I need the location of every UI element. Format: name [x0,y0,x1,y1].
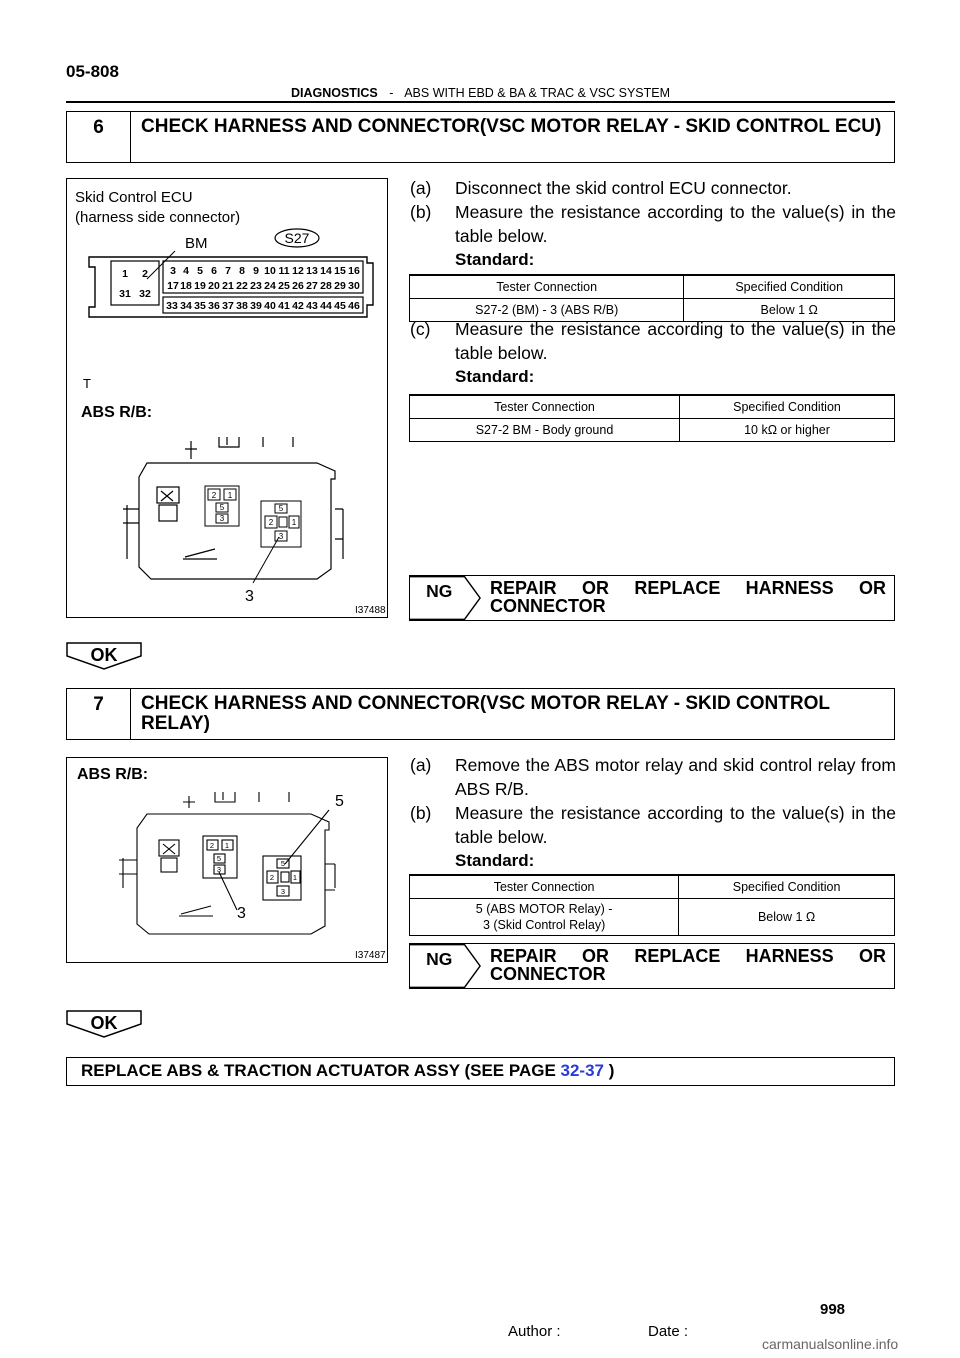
ng-arrow-icon [410,944,482,988]
pin-3: 3 [170,265,176,277]
table-cell-line: 5 (ABS MOTOR Relay) - [475,902,613,916]
table-cell-line: 3 (Skid Control Relay) [482,918,606,932]
ok-label: OK [90,1013,118,1033]
ok-badge-7 [66,1010,142,1038]
pin-19: 19 [194,280,206,292]
relay-b-pin-5: 5 [278,504,284,513]
table-header: Tester Connection [410,395,680,419]
instruction-c [410,317,896,365]
relay-b-pin-5: 5 [280,859,286,868]
ng-result-box-7 [409,943,895,989]
spec-table-3 [409,874,895,936]
step-7-number: 7 [67,689,131,739]
step-6-number: 6 [67,112,131,162]
relay-a-pin-1: 1 [224,841,230,850]
pin-32: 32 [139,288,151,300]
instruction-a-text: Disconnect the skid control ECU connector. [455,178,792,198]
instruction-a-text: Remove the ABS motor relay and skid control relay from ABS R/B. [455,755,896,799]
relay-b-pin-3: 3 [280,887,286,896]
table-row [410,419,895,442]
spec-table-1 [409,274,895,322]
table-cell: Below 1 Ω [679,899,895,936]
ecu-label: Skid Control ECU [75,189,193,206]
callout-3: 3 [245,588,254,605]
table-header-row [410,875,895,899]
relay-a-pin-5: 5 [219,503,225,512]
step-6-instructions [410,176,896,272]
pin-40: 40 [264,300,276,312]
header-rule [66,101,895,103]
pin-28: 28 [320,280,332,292]
pin-20: 20 [208,280,220,292]
pin-1: 1 [122,268,128,280]
final-action-close: ) [604,1061,615,1080]
relay-a-pin-5: 5 [216,854,222,863]
t-label: T [83,376,91,391]
pin-2: 2 [142,268,148,280]
instruction-b-text: Measure the resistance according to the value(s) in the table below. [455,202,896,246]
step-6-instructions-c [410,317,896,389]
relay-b-pin-3: 3 [278,532,284,541]
table-header: Specified Condition [679,875,895,899]
pin-25: 25 [278,280,290,292]
standard-label: Standard: [455,851,535,870]
step-6-header [66,111,895,163]
standard-label-2: Standard: [455,367,535,386]
step-7-header [66,688,895,740]
ng-arrow-icon [410,576,482,620]
pin-22: 22 [236,280,248,292]
s27-label: S27 [284,230,310,246]
pin-7: 7 [225,265,231,277]
pin-45: 45 [334,300,346,312]
pin-41: 41 [278,300,290,312]
table-header: Specified Condition [680,395,895,419]
figure-code: I37487 [355,950,386,961]
step-7-figure [66,757,388,963]
relay-box-diagram [67,758,386,961]
pin-23: 23 [250,280,262,292]
instruction-b [410,200,896,248]
relay-b-pin-2: 2 [269,873,275,882]
table-header-row [410,395,895,419]
pin-10: 10 [264,265,276,277]
instruction-b-text: Measure the resistance according to the value(s) in the table below. [455,803,896,847]
relay-a-pin-3: 3 [219,514,225,523]
table-row [410,899,895,936]
pin-17: 17 [167,280,179,292]
ng-action-line1: REPAIR OR REPLACE HARNESS OR [490,946,886,966]
pin-31: 31 [119,288,131,300]
table-cell: Below 1 Ω [684,299,895,322]
pin-30: 30 [348,280,360,292]
ng-action-line2: CONNECTOR [490,964,606,984]
pin-42: 42 [292,300,304,312]
pin-4: 4 [183,265,189,277]
ecu-and-relay-box-diagram [67,179,386,616]
pin-37: 37 [222,300,234,312]
ok-label: OK [90,645,118,665]
ok-badge-6 [66,642,142,670]
watermark: carmanualsonline.info [762,1336,899,1352]
pin-34: 34 [180,300,192,312]
step-6-title: CHECK HARNESS AND CONNECTOR(VSC MOTOR RELAY - SKID CONTROL ECU) [141,116,882,137]
callout-5: 5 [335,793,344,810]
pin-27: 27 [306,280,318,292]
header-separator: - [389,86,394,100]
table-header: Tester Connection [410,875,679,899]
relay-a-pin-2: 2 [211,491,217,500]
rb-label: ABS R/B: [81,404,153,421]
page-number: 05-808 [66,62,119,81]
footer-author: Author : [508,1323,561,1340]
instruction-b [410,801,896,849]
table-cell: S27-2 BM - Body ground [410,419,680,442]
rb-label: ABS R/B: [77,766,149,783]
pin-21: 21 [222,280,234,292]
pin-11: 11 [278,265,290,277]
pin-33: 33 [166,300,178,312]
pin-26: 26 [292,280,304,292]
page-link[interactable]: 32-37 [560,1061,604,1080]
instruction-b-label: (b) [410,803,432,823]
header-subsection: ABS WITH EBD & BA & TRAC & VSC SYSTEM [404,86,671,100]
ecu-connector-label: (harness side connector) [75,209,241,226]
figure-code: I37488 [355,605,386,616]
standard-label-1: Standard: [455,250,535,269]
ng-action-line1: REPAIR OR REPLACE HARNESS OR [490,578,886,598]
spec-table-2 [409,394,895,442]
table-cell: S27-2 (BM) - 3 (ABS R/B) [410,299,684,322]
final-action-box [66,1057,895,1086]
footer-date: Date : [648,1323,689,1340]
final-action-text: REPLACE ABS & TRACTION ACTUATOR ASSY (SEE PAGE [81,1061,561,1080]
instruction-c-label: (c) [410,319,431,339]
pin-43: 43 [306,300,318,312]
footer-page-number: 998 [820,1301,846,1318]
step-7-instructions [410,753,896,873]
instruction-c-text: Measure the resistance according to the value(s) in the table below. [455,319,896,363]
pin-35: 35 [194,300,206,312]
pin-24: 24 [264,280,276,292]
running-header [66,86,895,100]
ng-label: NG [426,581,453,602]
pin-5: 5 [197,265,203,277]
pin-29: 29 [334,280,346,292]
pin-38: 38 [236,300,248,312]
ng-action-line2: CONNECTOR [490,596,606,616]
instruction-b-label: (b) [410,202,432,222]
pin-9: 9 [253,265,259,277]
pin-12: 12 [292,265,304,277]
relay-b-pin-1: 1 [292,873,298,882]
bm-label: BM [185,235,208,252]
table-header: Tester Connection [410,275,684,299]
step-7-title: CHECK HARNESS AND CONNECTOR(VSC MOTOR RELAY - SKID CONTROL RELAY) [141,693,830,734]
relay-a-pin-1: 1 [227,491,233,500]
pin-36: 36 [208,300,220,312]
pin-8: 8 [239,265,245,277]
table-header-row [410,275,895,299]
relay-a-pin-3: 3 [216,865,222,874]
callout-3: 3 [237,905,246,922]
pin-44: 44 [320,300,332,312]
header-section: DIAGNOSTICS [290,86,378,100]
pin-6: 6 [211,265,217,277]
instruction-a-label: (a) [410,755,432,775]
pin-39: 39 [250,300,262,312]
ng-result-box-6 [409,575,895,621]
relay-b-pin-2: 2 [268,518,274,527]
pin-15: 15 [334,265,346,277]
instruction-a-label: (a) [410,178,432,198]
pin-14: 14 [320,265,332,277]
relay-b-pin-1: 1 [291,518,297,527]
pin-16: 16 [348,265,360,277]
instruction-a [410,753,896,801]
table-cell [410,899,679,936]
step-6-figure [66,178,388,618]
relay-a-pin-2: 2 [209,841,215,850]
pin-13: 13 [306,265,318,277]
table-header: Specified Condition [684,275,895,299]
pin-46: 46 [348,300,360,312]
instruction-a [410,176,896,200]
table-cell: 10 kΩ or higher [680,419,895,442]
ng-label: NG [426,949,453,970]
pin-18: 18 [180,280,192,292]
